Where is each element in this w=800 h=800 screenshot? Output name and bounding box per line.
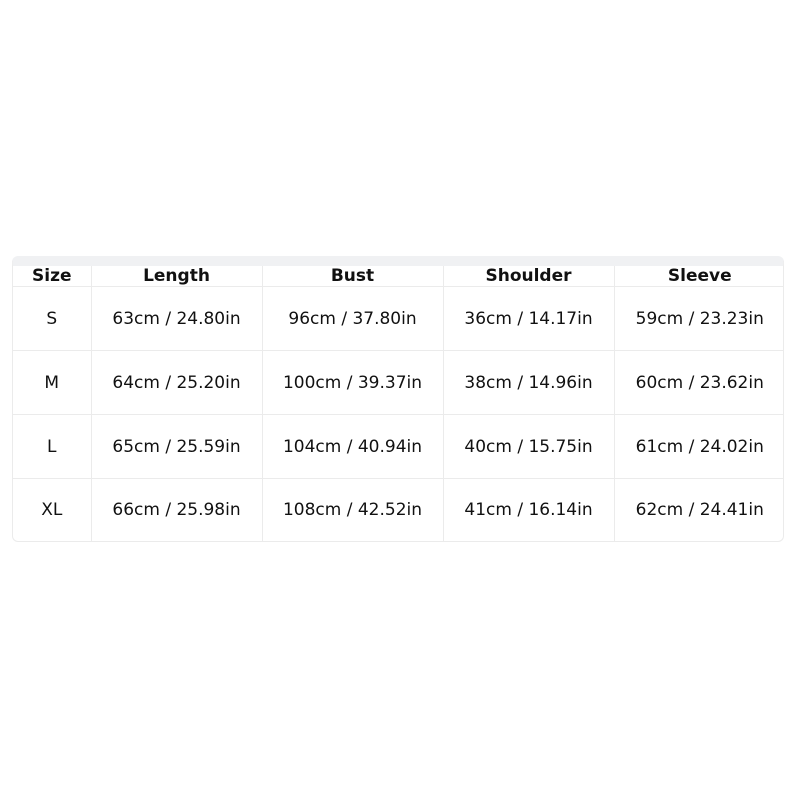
cell-size: L	[13, 415, 91, 479]
cell-length: 66cm / 25.98in	[91, 479, 262, 542]
cell-shoulder: 38cm / 14.96in	[443, 351, 614, 415]
cell-length: 65cm / 25.59in	[91, 415, 262, 479]
cell-sleeve: 62cm / 24.41in	[635, 500, 764, 520]
cell-size: S	[13, 287, 91, 351]
header-shoulder: Shoulder	[443, 266, 614, 287]
cell-sleeve: 61cm / 24.02in	[614, 415, 784, 479]
header-bust: Bust	[262, 266, 443, 287]
table-row	[13, 415, 784, 479]
header-length: Length	[91, 266, 262, 287]
cell-shoulder: 41cm / 16.14in	[443, 479, 614, 542]
cell-bust: 96cm / 37.80in	[262, 287, 443, 351]
cell-length: 64cm / 25.20in	[91, 351, 262, 415]
cell-bust: 100cm / 39.37in	[262, 351, 443, 415]
table-row	[13, 351, 784, 415]
cell-sleeve: 60cm / 23.62in	[614, 351, 784, 415]
header-sleeve: Sleeve	[614, 266, 784, 287]
cell-sleeve: 59cm / 23.23in	[614, 287, 784, 351]
cell-bust: 104cm / 40.94in	[262, 415, 443, 479]
table-row	[13, 479, 784, 542]
header-row	[13, 266, 784, 287]
cell-size: XL	[13, 479, 91, 542]
table-row	[13, 287, 784, 351]
size-chart-table	[13, 266, 784, 541]
cell-shoulder: 40cm / 15.75in	[443, 415, 614, 479]
cell-size: M	[13, 351, 91, 415]
header-size: Size	[13, 266, 91, 287]
cell-bust: 108cm / 42.52in	[262, 479, 443, 542]
cell-shoulder: 36cm / 14.17in	[443, 287, 614, 351]
cell-length: 63cm / 24.80in	[91, 287, 262, 351]
size-chart-card	[12, 256, 784, 542]
